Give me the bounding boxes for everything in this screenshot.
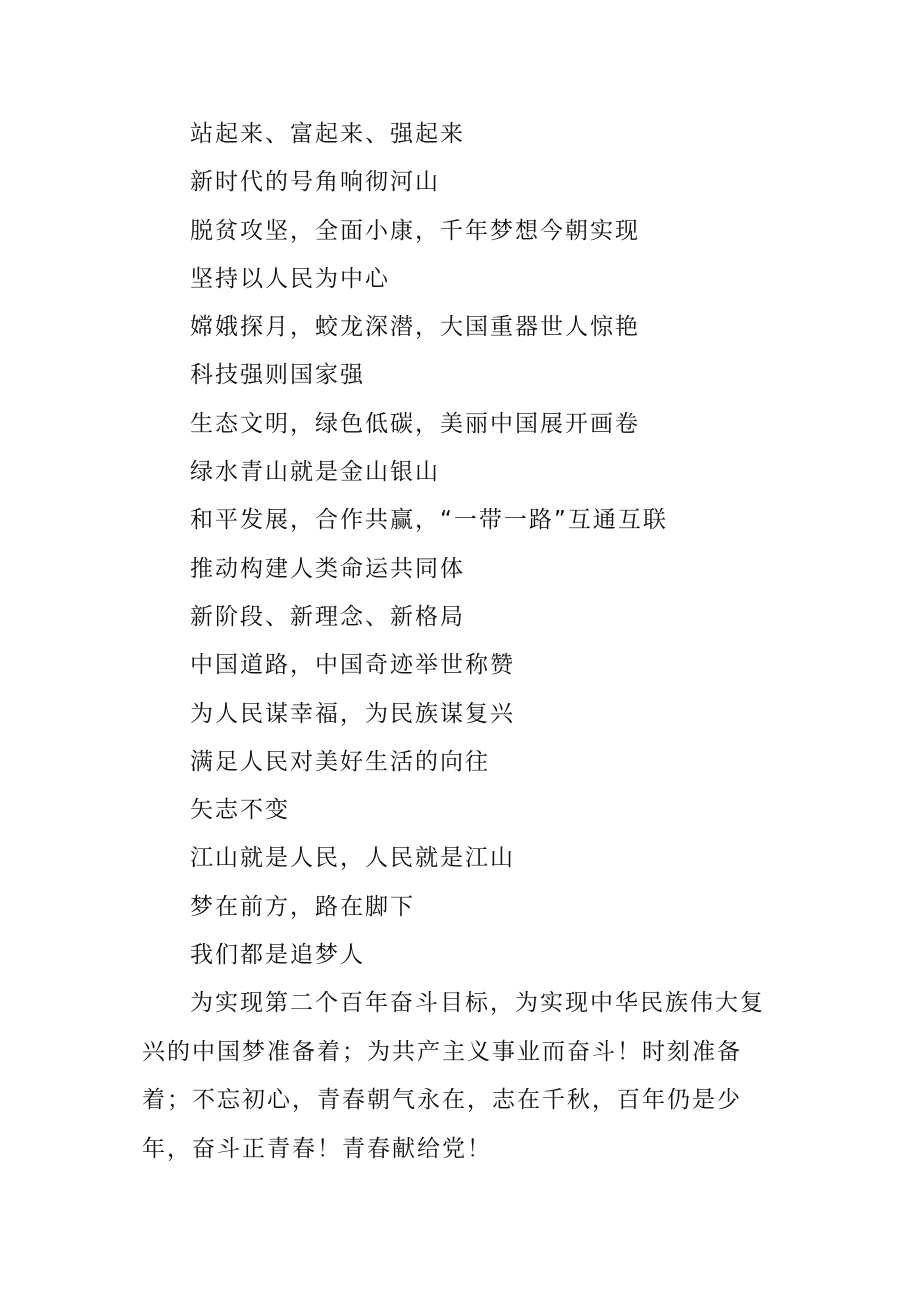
poem-line: 我们都是追梦人 [190, 942, 365, 969]
poem-line: 梦在前方，路在脚下 [190, 893, 415, 920]
poem-line: 新时代的号角响彻河山 [190, 169, 440, 196]
poem-line: 中国道路，中国奇迹举世称赞 [190, 652, 515, 679]
poem-line: 为人民谋幸福，为民族谋复兴 [190, 700, 515, 727]
poem-line: 新阶段、新理念、新格局 [190, 603, 465, 630]
poem-line: 嫦娥探月，蛟龙深潜，大国重器世人惊艳 [190, 314, 640, 341]
poem-line: 和平发展，合作共赢，“一带一路”互通互联 [190, 507, 668, 534]
poem-line: 江山就是人民，人民就是江山 [190, 845, 515, 872]
poem-line: 坚持以人民为中心 [190, 265, 390, 292]
poem-line: 站起来、富起来、强起来 [190, 121, 465, 147]
poem-line: 满足人民对美好生活的向往 [190, 748, 490, 775]
document-body [142, 110, 782, 1173]
poem-line: 脱贫攻坚，全面小康，千年梦想今朝实现 [190, 217, 640, 244]
poem-line: 生态文明，绿色低碳，美丽中国展开画卷 [190, 410, 640, 437]
closing-paragraph: 为实现第二个百年奋斗目标，为实现中华民族伟大复兴的中国梦准备着；为共产主义事业而奋斗！时刻准备着；不忘初心，青春朝气永在，志在千秋，百年仍是少年，奋斗正青春！青春献给党！ [142, 990, 765, 1162]
poem-line: 推动构建人类命运共同体 [190, 555, 465, 582]
poem-line: 绿水青山就是金山银山 [190, 459, 440, 486]
poem-line: 矢志不变 [190, 797, 290, 824]
poem-line: 科技强则国家强 [190, 362, 365, 389]
